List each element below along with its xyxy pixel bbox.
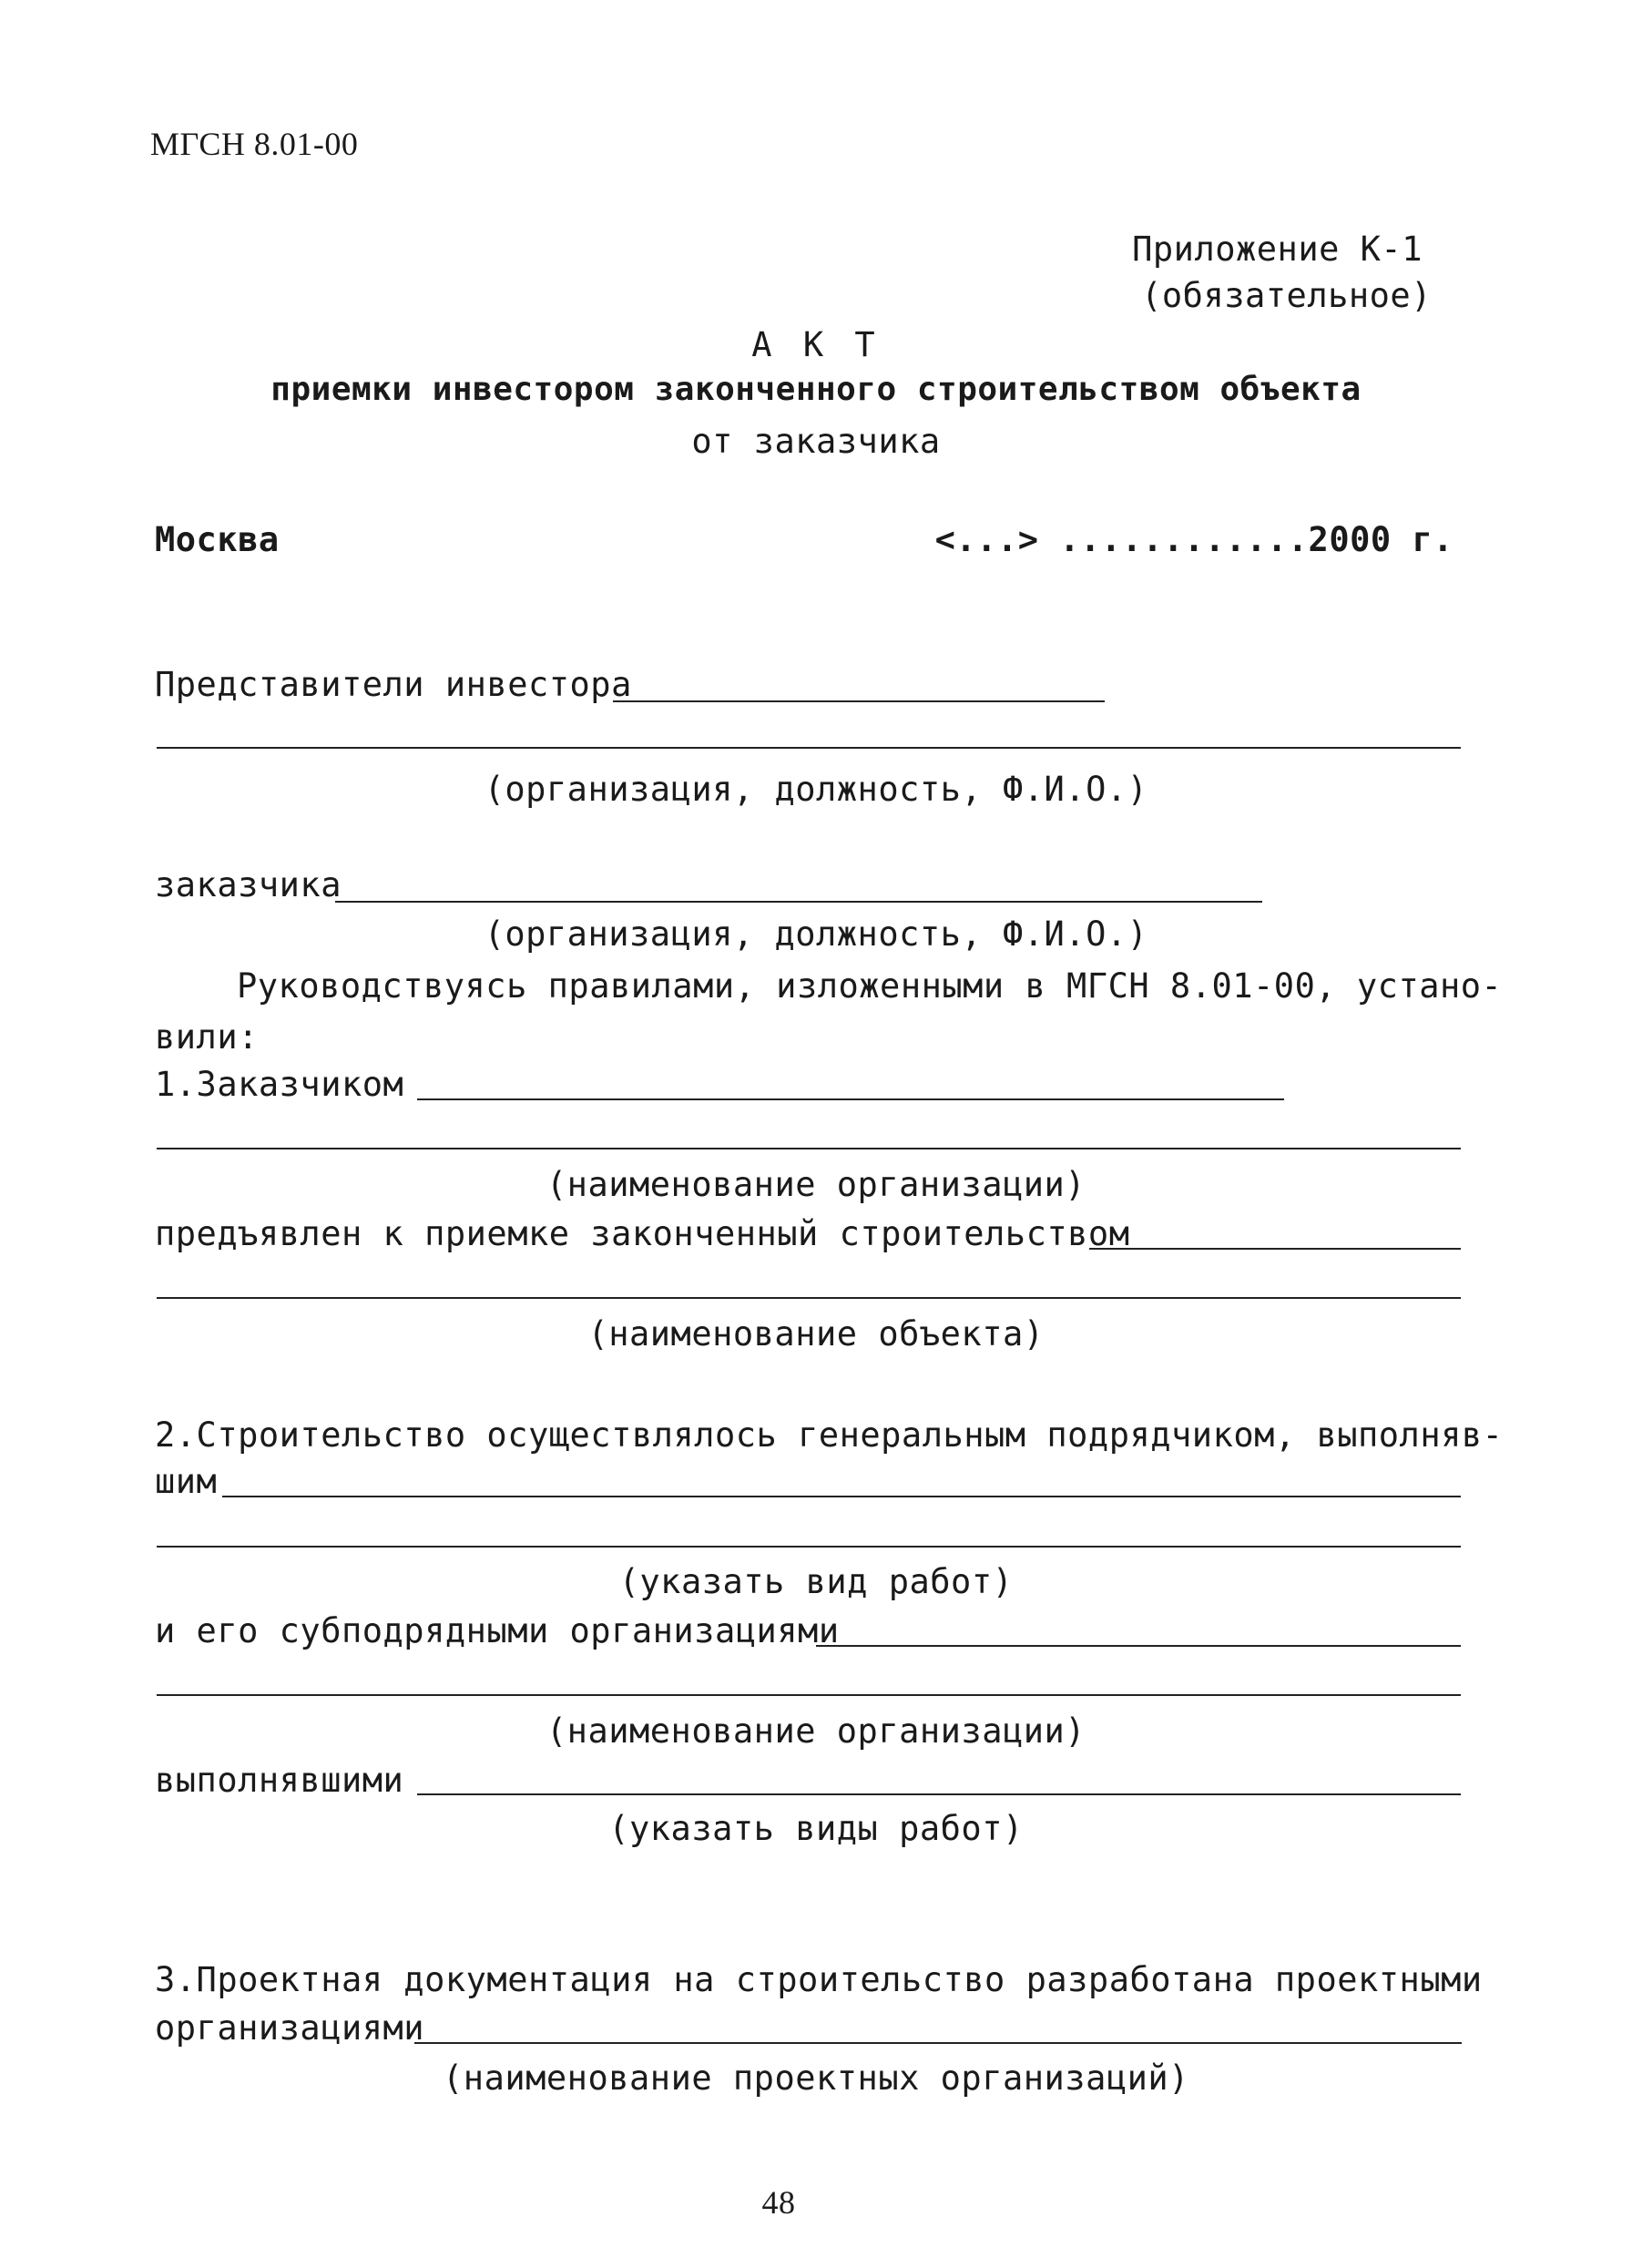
item2-done-line (417, 1793, 1461, 1795)
item2-done-label: выполнявшими (155, 1761, 404, 1800)
item1-caption2: (наименование объекта) (587, 1314, 1045, 1354)
appendix-title: Приложение К-1 (1132, 230, 1423, 269)
customer-label: заказчика (155, 865, 342, 904)
item2-line1: 2.Строительство осуществлялось генеральным подрядчиком, выполняв- (155, 1415, 1504, 1455)
item1-line: предъявлен к приемке законченный строительством (155, 1214, 1130, 1253)
item1-caption1: (наименование организации) (546, 1165, 1086, 1204)
item2-caption2: (наименование организации) (546, 1711, 1086, 1751)
item2-sub-label: и его субподрядными организациями (155, 1611, 840, 1650)
intro-line1: Руководствуясь правилами, изложенными в МГСН 8.01-00, устано- (237, 966, 1503, 1006)
item2-field-line-2 (157, 1546, 1461, 1548)
act-subtitle-line1: приемки инвестором законченного строительством объекта (270, 371, 1362, 408)
item3-line2: организациями (155, 2008, 425, 2048)
item2-caption1: (указать вид работ) (618, 1562, 1014, 1601)
customer-field-line (335, 901, 1262, 903)
item1-field-line (417, 1098, 1284, 1100)
act-subtitle-line2: от заказчика (691, 422, 941, 461)
customer-caption: (организация, должность, Ф.И.О.) (484, 914, 1148, 954)
item3-caption: (наименование проектных организаций) (443, 2059, 1189, 2098)
intro-line2: вили: (155, 1017, 259, 1057)
item2-caption3: (указать виды работ) (608, 1809, 1024, 1848)
act-title: А К Т (751, 325, 881, 364)
item1-label: 1.Заказчиком (155, 1065, 404, 1104)
item1-object-line (1089, 1248, 1461, 1250)
city: Москва (155, 520, 280, 559)
investor-field-line-2 (157, 747, 1461, 749)
item2-field-line (222, 1496, 1461, 1497)
item2-sub-line (816, 1645, 1461, 1647)
investor-caption: (организация, должность, Ф.И.О.) (484, 770, 1148, 809)
investor-label: Представители инвестора (155, 665, 632, 704)
page-number: 48 (761, 2184, 796, 2221)
item2-line2: шим (155, 1462, 218, 1501)
item1-object-line-2 (157, 1297, 1461, 1299)
item2-sub-line-2 (157, 1694, 1461, 1696)
item3-field-line (414, 2042, 1462, 2044)
document-code: МГСН 8.01-00 (150, 126, 359, 162)
date-line: <...> ............2000 г. (934, 520, 1454, 559)
investor-field-line (613, 700, 1105, 702)
item3-line1: 3.Проектная документация на строительство разработана проектными (155, 1960, 1483, 1999)
appendix-status: (обязательное) (1141, 276, 1432, 315)
item1-field-line-2 (157, 1148, 1461, 1149)
